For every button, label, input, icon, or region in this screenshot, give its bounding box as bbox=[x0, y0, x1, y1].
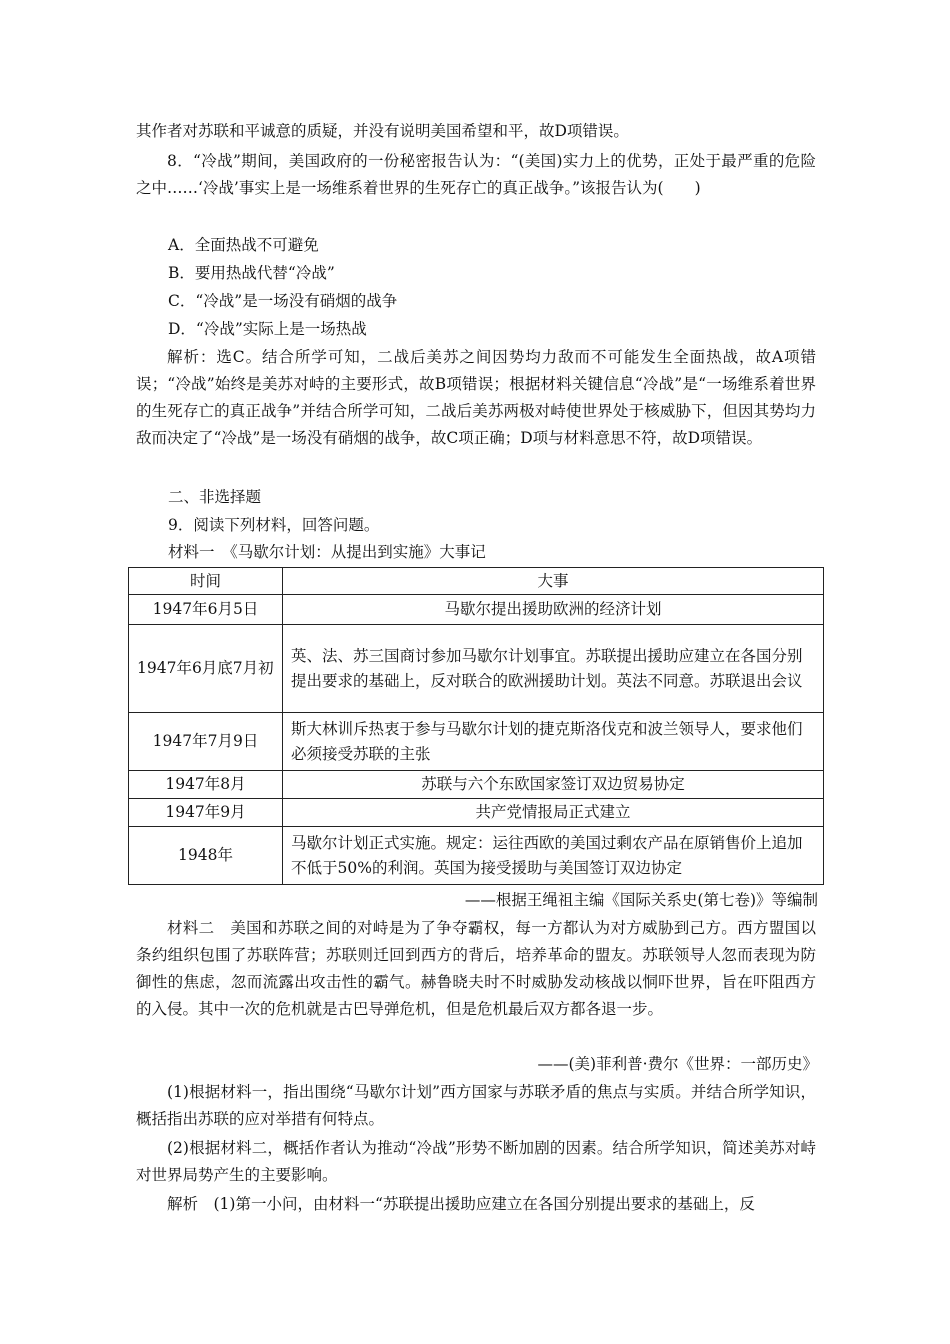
option-c: C．“冷战”是一场没有硝烟的战争 bbox=[168, 292, 398, 310]
source-citation-2: ——(美)菲利普·费尔《世界：一部历史》 bbox=[537, 1055, 818, 1073]
paragraph-previous-analysis: 其作者对苏联和平诚意的质疑，并没有说明美国希望和平，故D项错误。 bbox=[136, 122, 629, 140]
question-9-analysis: 解析 (1)第一小问，由材料一“苏联提出援助应建立在各国分别提出要求的基础上，反 bbox=[167, 1195, 755, 1213]
option-d: D．“冷战”实际上是一场热战 bbox=[168, 320, 367, 338]
table-cell-event: 斯大林训斥热衷于参与马歇尔计划的捷克斯洛伐克和波兰领导人，要求他们必须接受苏联的主张 bbox=[283, 713, 824, 771]
source-citation-1: ——根据王绳祖主编《国际关系史(第七卷)》等编制 bbox=[464, 891, 818, 909]
table-row bbox=[129, 595, 824, 625]
material-1-title: 材料一 《马歇尔计划：从提出到实施》大事记 bbox=[168, 543, 486, 561]
table-cell-event: 共产党情报局正式建立 bbox=[283, 799, 824, 827]
table-cell-event: 苏联与六个东欧国家签订双边贸易协定 bbox=[283, 771, 824, 799]
question-9-part-2: (2)根据材料二，概括作者认为推动“冷战”形势不断加剧的因素。结合所学知识，简述美苏对峙对世界局势产生的主要影响。 bbox=[136, 1139, 816, 1184]
events-table bbox=[128, 567, 824, 885]
table-row bbox=[129, 625, 824, 713]
table-cell-time: 1947年7月9日 bbox=[129, 713, 283, 771]
table-cell-event: 英、法、苏三国商讨参加马歇尔计划事宜。苏联提出援助应建立在各国分别提出要求的基础上，反对联合的欧洲援助计划。英法不同意。苏联退出会议 bbox=[283, 625, 824, 713]
table-row bbox=[129, 771, 824, 799]
question-8-stem: 8．“冷战”期间，美国政府的一份秘密报告认为：“(美国)实力上的优势，正处于最严重的危险之中……‘冷战’事实上是一场维系着世界的生死存亡的真正战争。”该报告认为( ) bbox=[136, 152, 816, 197]
table-row bbox=[129, 799, 824, 827]
table-row bbox=[129, 827, 824, 885]
option-a: A．全面热战不可避免 bbox=[168, 236, 319, 254]
material-2: 材料二 美国和苏联之间的对峙是为了争夺霸权，每一方都认为对方威胁到己方。西方盟国以条约组织包围了苏联阵营；苏联则迁回到西方的背后，培养革命的盟友。苏联领导人忽而表现为防御性的焦虑，忽而流露出攻击性的霸气。赫鲁晓夫时不时威胁发动核战以恫吓世界，旨在吓阻西方的入侵。其中一次的危机就是古巴导弹危机，但是危机最后双方都各退一步。 bbox=[136, 919, 816, 1018]
table-cell-time: 1947年9月 bbox=[129, 799, 283, 827]
table-cell-event: 马歇尔提出援助欧洲的经济计划 bbox=[283, 595, 824, 625]
table-cell-event: 马歇尔计划正式实施。规定：运往西欧的美国过剩农产品在原销售价上追加不低于50%的利润。英国为接受援助与美国签订双边协定 bbox=[283, 827, 824, 885]
table-cell-time: 1948年 bbox=[129, 827, 283, 885]
table-header-time: 时间 bbox=[129, 568, 283, 595]
table-cell-time: 1947年6月5日 bbox=[129, 595, 283, 625]
table-cell-time: 1947年8月 bbox=[129, 771, 283, 799]
option-b: B．要用热战代替“冷战” bbox=[168, 264, 335, 282]
question-8-analysis: 解析：选C。结合所学可知，二战后美苏之间因势均力敌而不可能发生全面热战，故A项错误；“冷战”始终是美苏对峙的主要形式，故B项错误；根据材料关键信息“冷战”是“一场维系着世界的生死存亡的真正战争”并结合所学可知，二战后美苏两极对峙使世界处于核威胁下，但因其势均力敌而决定了“冷战”是一场没有硝烟的战争，故C项正确；D项与材料意思不符，故D项错误。 bbox=[136, 348, 816, 447]
table-row bbox=[129, 713, 824, 771]
question-9-stem: 9．阅读下列材料，回答问题。 bbox=[168, 516, 380, 534]
table-cell-time: 1947年6月底7月初 bbox=[129, 625, 283, 713]
table-header-event: 大事 bbox=[283, 568, 824, 595]
question-9-part-1: (1)根据材料一，指出围绕“马歇尔计划”西方国家与苏联矛盾的焦点与实质。并结合所学知识，概括指出苏联的应对举措有何特点。 bbox=[136, 1083, 816, 1128]
section-heading: 二、非选择题 bbox=[168, 488, 262, 506]
table-header-row bbox=[129, 568, 824, 595]
